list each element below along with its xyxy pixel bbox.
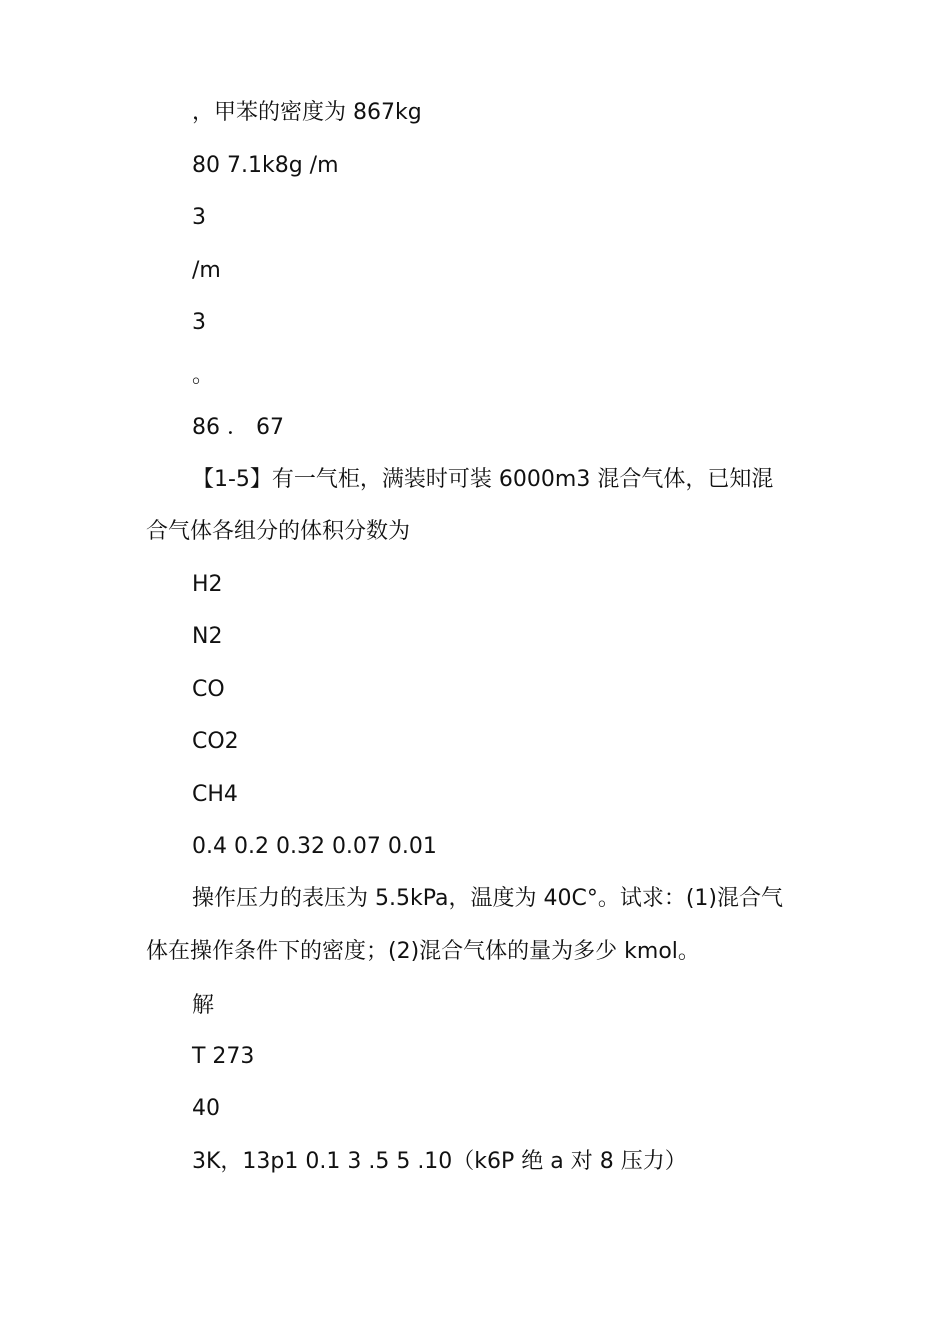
text-line: CO2 (192, 729, 239, 754)
text-line: 80 7.1k8g /m (192, 153, 339, 178)
text-line: H2 (192, 572, 223, 597)
text-line: 3 (192, 310, 206, 335)
text-line: 3K，13p1 0.1 3 .5 5 .10（k6P 绝 a 对 8 压力） (192, 1149, 687, 1174)
text-line: T 273 (192, 1044, 255, 1069)
text-line: CH4 (192, 782, 238, 807)
text-line: ，甲苯的密度为 867kg (192, 100, 422, 125)
text-line: /m (192, 258, 221, 283)
text-line: 合气体各组分的体积分数为 (146, 519, 411, 544)
text-line: 3 (192, 205, 206, 230)
text-line: 体在操作条件下的密度；(2)混合气体的量为多少 kmol。 (146, 939, 700, 964)
problem-heading-line: 【1-5】有一气柜，满装时可装 6000m3 混合气体，已知混 (192, 467, 774, 492)
text-line: 解 (192, 993, 215, 1018)
text-line: 86 ． 67 (192, 415, 284, 440)
text-line: 操作压力的表压为 5.5kPa，温度为 40C°。试求：(1)混合气 (192, 886, 783, 911)
text-line: 0.4 0.2 0.32 0.07 0.01 (192, 834, 437, 859)
text-line: 40 (192, 1096, 220, 1121)
text-line: 。 (192, 363, 215, 388)
text-line: CO (192, 677, 225, 702)
text-line: N2 (192, 624, 223, 649)
